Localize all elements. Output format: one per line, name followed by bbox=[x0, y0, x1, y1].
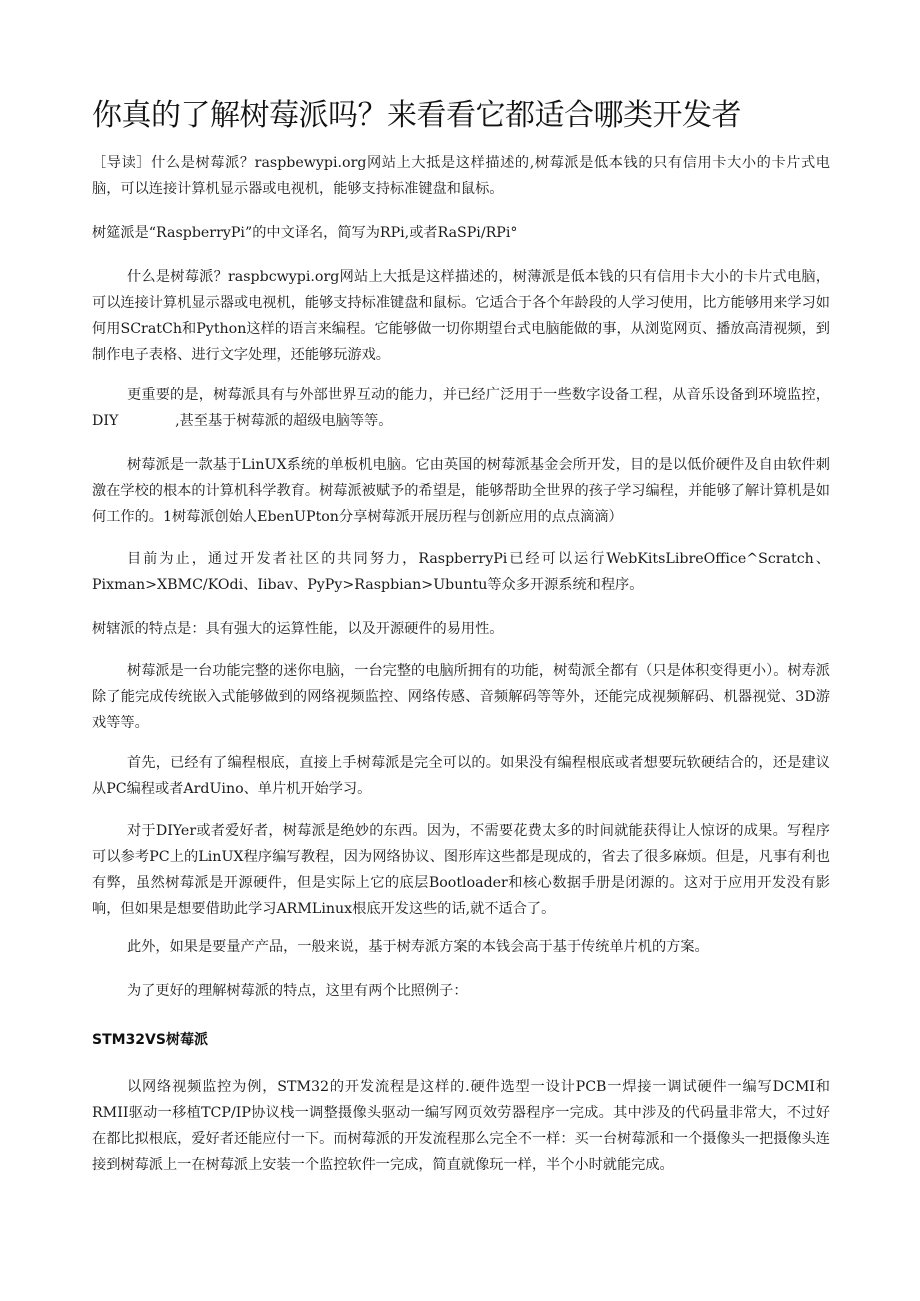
paragraph-programming-basics: 首先，已经有了编程根底，直接上手树莓派是完全可以的。如果没有编程根底或者想要玩软硬结合的，还是建议从PC编程或者ArdUino、单片机开始学习。 bbox=[92, 755, 830, 797]
paragraph-community: 目前为止，通过开发者社区的共同努力，RaspberryPi已经可以运行WebKitsLibreOffice^Scratch、Pixman>XBMC/KOdi、Iibav、PyPy>Raspbian>Ubuntu等众多开源系统和程序。 bbox=[92, 551, 830, 593]
paragraph-video-monitoring-example: 以网络视频监控为例，STM32的开发流程是这样的.硬件选型一设计PCB一焊接一调试硬件一编写DCMI和RMII驱动一移植TCP/IP协议栈一调整摄像头驱动一编写网页效劳器程序一完成。其中涉及的代码量非常大，不过好在都比拟根底，爱好者还能应付一下。而树莓派的开发流程那么完全不一样：买一台树莓派和一个摄像头一把摄像头连接到树莓派上一在树莓派上安装一个监控软件一完成，简直就像玩一样，半个小时就能完成。 bbox=[92, 1079, 830, 1173]
paragraph-interaction: 更重要的是，树莓派具有与外部世界互动的能力，并已经广泛用于一些数字设备工程，从音乐设备到环境监控，DIY ,甚至基于树莓派的超级电脑等等。 bbox=[92, 387, 830, 429]
paragraph-what-is: 什么是树莓派？raspbcwypi.org网站上大抵是这样描述的，树薄派是低本钱的只有信用卡大小的卡片式电脑，可以连接计算机显示器或电视机，能够支持标准键盘和鼠标。它适合于各个年龄段的人学习使用，比方能够用来学习如何用SCratCh和Python这样的语言来编程。它能够做一切你期望台式电脑能做的事，从浏览网页、播放高清视频，到制作电子表格、进行文字处理，还能够玩游戏。 bbox=[92, 269, 830, 363]
paragraph-mini-computer: 树莓派是一台功能完整的迷你电脑，一台完整的电脑所拥有的功能，树萄派全都有（只是体积变得更小）。树寿派除了能完成传统嵌入式能够做到的网络视频监控、网络传感、音频解码等等外，还能完成视频解码、机器视觉、3D游戏等等。 bbox=[92, 663, 830, 731]
intro-paragraph: ［导读］什么是树莓派？raspbewypi.org网站上大抵是这样描述的,树莓派是低本钱的只有信用卡大小的卡片式电脑，可以连接计算机显示器或电视机，能够支持标准键盘和鼠标。 bbox=[92, 155, 830, 197]
paragraph-mass-production: 此外，如果是要量产产品，一般来说，基于树寿派方案的本钱会高于基于传统单片机的方案。 bbox=[127, 939, 709, 955]
paragraph-comparison-intro: 为了更好的理解树莓派的特点，这里有两个比照例子： bbox=[127, 983, 468, 999]
article-title: 你真的了解树莓派吗？来看看它都适合哪类开发者 bbox=[92, 98, 741, 133]
paragraph-linux-board: 树莓派是一款基于LinUX系统的单板机电脑。它由英国的树莓派基金会所开发，目的是以低价硬件及自由软件刺激在学校的根本的计算机科学教育。树莓派被赋予的希望是，能够帮助全世界的孩子学习编程，并能够了解计算机是如何工作的。1树莓派创始人EbenUPton分享树莓派开展历程与创新应用的点点滴滴） bbox=[92, 457, 830, 525]
section-heading-stm32-vs-raspberry: STM32VS树莓派 bbox=[92, 1032, 208, 1048]
paragraph-name-translation: 树筵派是“RaspberryPi”的中文译名，简写为RPi,或者RaSPi∕RPi° bbox=[92, 225, 518, 241]
paragraph-features: 树辖派的特点是：具有强大的运算性能，以及开源硬件的易用性。 bbox=[92, 621, 504, 637]
paragraph-diyer: 对于DIYer或者爱好者，树莓派是绝妙的东西。因为，不需要花费太多的时间就能获得让人惊讶的成果。写程序可以参考PC上的LinUX程序编写教程，因为网络协议、图形库这些都是现成的，省去了很多麻烦。但是，凡事有利也有弊，虽然树莓派是开源硬件，但是实际上它的底层Bootloader和核心数据手册是闭源的。这对于应用开发没有影响，但如果是想要借助此学习ARMLinux根底开发这些的话,就不适合了。 bbox=[92, 823, 830, 917]
